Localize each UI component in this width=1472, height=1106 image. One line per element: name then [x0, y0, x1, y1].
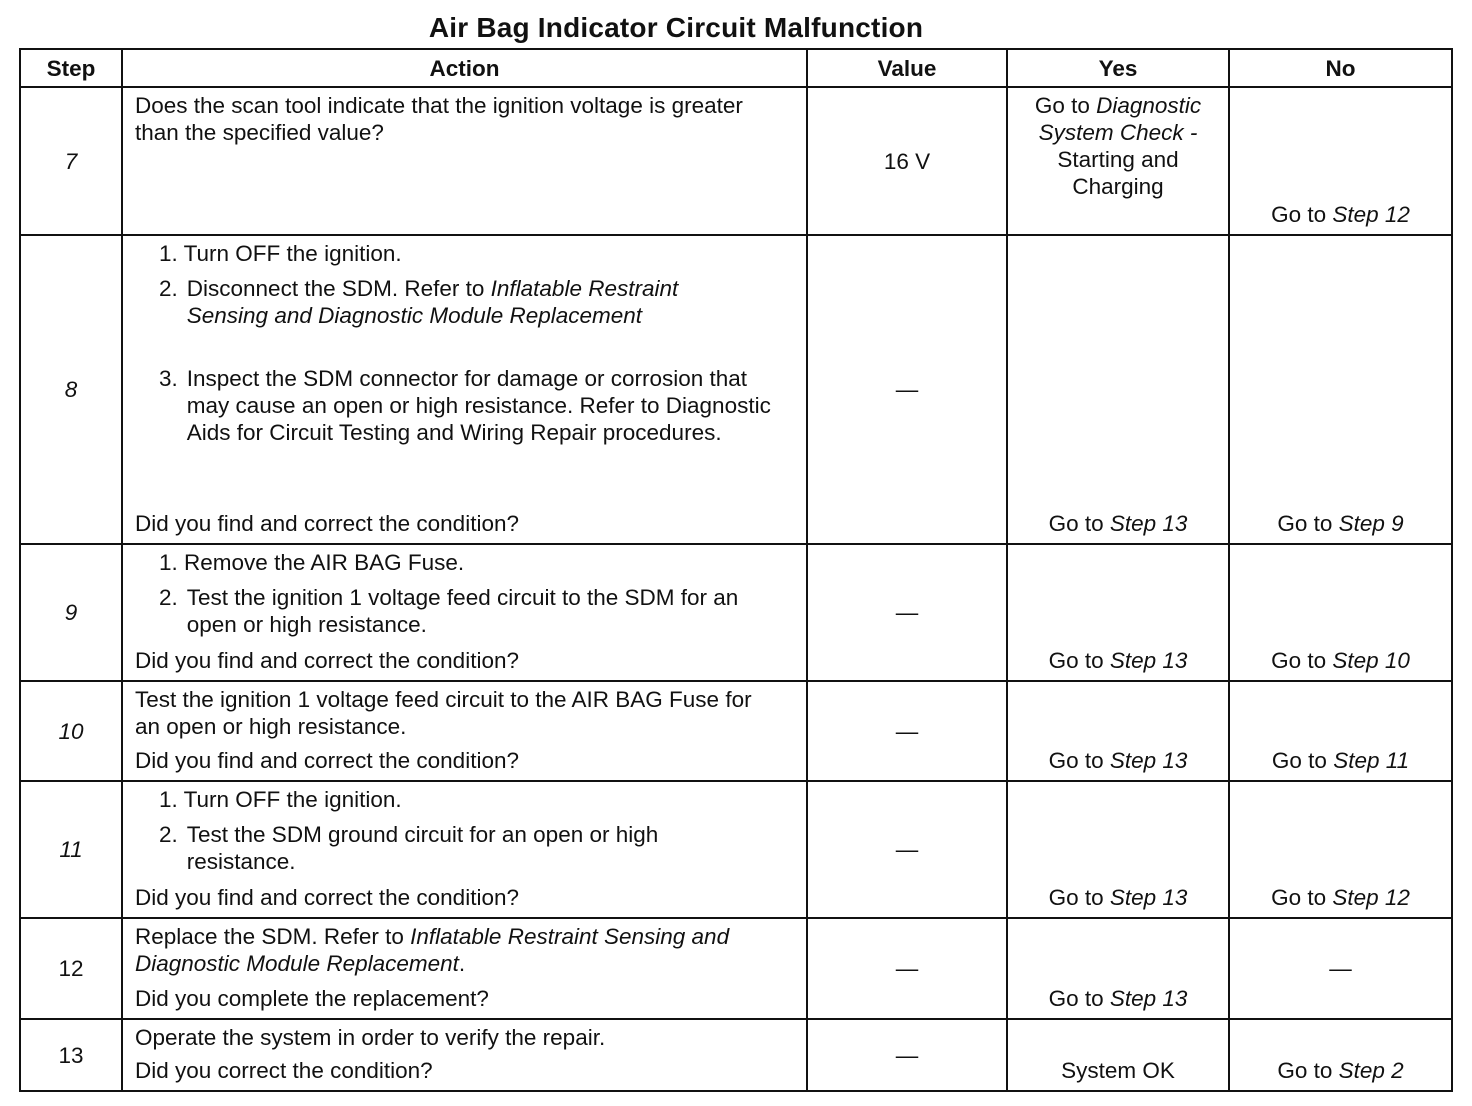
yes-cell [1007, 681, 1229, 781]
action-cell [122, 918, 807, 1019]
yes-link: Step 13 [1109, 885, 1188, 910]
yes-link: Step 13 [1109, 986, 1188, 1011]
item-text: Inspect the SDM connector for damage or corrosion that may cause an open or high resistance. Refer to Diagnostic Aids for Circuit Testing and Wiring Repair procedures. [186, 366, 771, 445]
item-number: 3. [159, 366, 178, 391]
item-number: 2. [159, 585, 178, 610]
value-cell: — [807, 681, 1007, 781]
no-text [1230, 884, 1451, 911]
action-cell [122, 1019, 807, 1091]
yes-cell [1007, 544, 1229, 681]
action-text: Operate the system in order to verify the repair. [135, 1025, 606, 1050]
yes-cell [1007, 781, 1229, 918]
table-row-step-13 [20, 1019, 1452, 1091]
no-prefix: Go to [1277, 511, 1339, 536]
step-number: 13 [20, 1019, 122, 1091]
step-number: 11 [20, 781, 122, 918]
table-row-step-12 [20, 918, 1452, 1019]
no-link: Step 9 [1338, 511, 1404, 536]
action-question: Did you correct the condition? [135, 1058, 433, 1083]
no-prefix: Go to [1271, 202, 1333, 227]
action-text: Test the ignition 1 voltage feed circuit to the AIR BAG Fuse for an open or high resistance. [135, 687, 752, 739]
no-prefix: Go to [1271, 648, 1333, 673]
action-question: Did you find and correct the condition? [135, 748, 519, 773]
no-cell: — [1229, 918, 1452, 1019]
action-text: Does the scan tool indicate that the ignition voltage is greater than the specified value? [135, 93, 743, 145]
yes-text [1008, 510, 1228, 537]
yes-link: Step 13 [1109, 648, 1188, 673]
document-title: Air Bag Indicator Circuit Malfunction [428, 12, 924, 43]
no-cell [1229, 781, 1452, 918]
no-cell [1229, 235, 1452, 544]
item-text: Turn OFF the ignition. [183, 241, 402, 266]
yes-cell [1007, 918, 1229, 1019]
yes-suffix: Starting and Charging [1057, 147, 1179, 199]
yes-cell [1007, 87, 1229, 235]
yes-cell [1007, 235, 1229, 544]
yes-cell [1007, 1019, 1229, 1091]
action-suffix: . [458, 951, 466, 976]
no-cell [1229, 1019, 1452, 1091]
no-link: Step 10 [1332, 648, 1410, 673]
yes-text [1008, 884, 1228, 911]
action-item-2 [157, 821, 796, 875]
no-text [1230, 201, 1451, 228]
item-number: 2. [159, 822, 178, 847]
no-cell [1229, 681, 1452, 781]
value-cell: — [807, 918, 1007, 1019]
no-cell [1229, 544, 1452, 681]
item-text: Test the SDM ground circuit for an open or high resistance. [186, 822, 659, 874]
action-cell [122, 235, 807, 544]
table-row-step-8 [20, 235, 1452, 544]
header-no: No [1229, 49, 1452, 87]
action-cell [122, 87, 807, 235]
value-cell: — [807, 781, 1007, 918]
no-link: Step 12 [1332, 885, 1410, 910]
action-item-2 [157, 275, 796, 329]
action-text [135, 923, 775, 977]
no-text [1230, 647, 1451, 674]
yes-text [1008, 92, 1228, 200]
yes-prefix: Go to [1048, 648, 1110, 673]
table-row-step-10 [20, 681, 1452, 781]
action-item-1 [157, 549, 796, 576]
header-row [20, 49, 1452, 87]
header-value: Value [807, 49, 1007, 87]
diagnostic-table [19, 48, 1453, 1092]
item-number: 1. [159, 241, 178, 266]
step-number: 12 [20, 918, 122, 1019]
step-number: 9 [20, 544, 122, 681]
yes-text [1008, 647, 1228, 674]
action-question: Did you find and correct the condition? [135, 885, 519, 910]
action-item-1 [157, 786, 796, 813]
header-yes: Yes [1007, 49, 1229, 87]
no-link: Step 11 [1333, 748, 1410, 773]
action-reference: Inflatable Restraint Sensing and Diagnostic Module Replacement [135, 924, 730, 976]
value-cell: — [807, 235, 1007, 544]
action-cell [122, 681, 807, 781]
item-number: 2. [159, 276, 178, 301]
action-question: Did you find and correct the condition? [135, 648, 519, 673]
yes-text: System OK [1061, 1058, 1175, 1083]
item-text: Disconnect the SDM. Refer to [186, 276, 491, 301]
no-prefix: Go to [1271, 748, 1334, 773]
table-row-step-7 [20, 87, 1452, 235]
step-number: 7 [20, 87, 122, 235]
action-item-3 [157, 365, 796, 446]
header-action: Action [122, 49, 807, 87]
value-cell: 16 V [807, 87, 1007, 235]
yes-text [1008, 985, 1228, 1012]
item-number: 1. [159, 550, 178, 575]
item-reference: Inflatable Restraint Sensing and Diagnostic Module Replacement [186, 276, 679, 328]
no-prefix: Go to [1277, 1058, 1339, 1083]
yes-link: Diagnostic System Check - [1038, 93, 1202, 145]
action-cell [122, 544, 807, 681]
yes-link: Step 13 [1109, 511, 1188, 536]
no-link: Step 2 [1338, 1058, 1404, 1083]
no-prefix: Go to [1271, 885, 1333, 910]
no-text [1230, 1057, 1451, 1084]
table-row-step-11 [20, 781, 1452, 918]
yes-text [1008, 747, 1228, 774]
yes-prefix: Go to [1034, 93, 1097, 118]
no-cell [1229, 87, 1452, 235]
step-number: 8 [20, 235, 122, 544]
action-item-1 [157, 240, 796, 267]
value-cell: — [807, 544, 1007, 681]
no-text [1230, 510, 1451, 537]
action-question: Did you complete the replacement? [135, 986, 489, 1011]
yes-prefix: Go to [1048, 511, 1110, 536]
table-row-step-9 [20, 544, 1452, 681]
step-number: 10 [20, 681, 122, 781]
action-cell [122, 781, 807, 918]
item-text: Turn OFF the ignition. [183, 787, 402, 812]
item-text: Test the ignition 1 voltage feed circuit to the SDM for an open or high resistance. [186, 585, 739, 637]
yes-link: Step 13 [1109, 748, 1188, 773]
action-item-2 [157, 584, 796, 638]
item-number: 1. [159, 787, 178, 812]
action-question: Did you find and correct the condition? [135, 511, 519, 536]
action-prefix: Replace the SDM. Refer to [135, 924, 411, 949]
yes-prefix: Go to [1048, 885, 1110, 910]
no-text [1230, 747, 1451, 774]
no-link: Step 12 [1332, 202, 1410, 227]
item-text: Remove the AIR BAG Fuse. [184, 550, 465, 575]
yes-prefix: Go to [1048, 986, 1110, 1011]
header-step: Step [20, 49, 122, 87]
value-cell: — [807, 1019, 1007, 1091]
yes-prefix: Go to [1048, 748, 1110, 773]
